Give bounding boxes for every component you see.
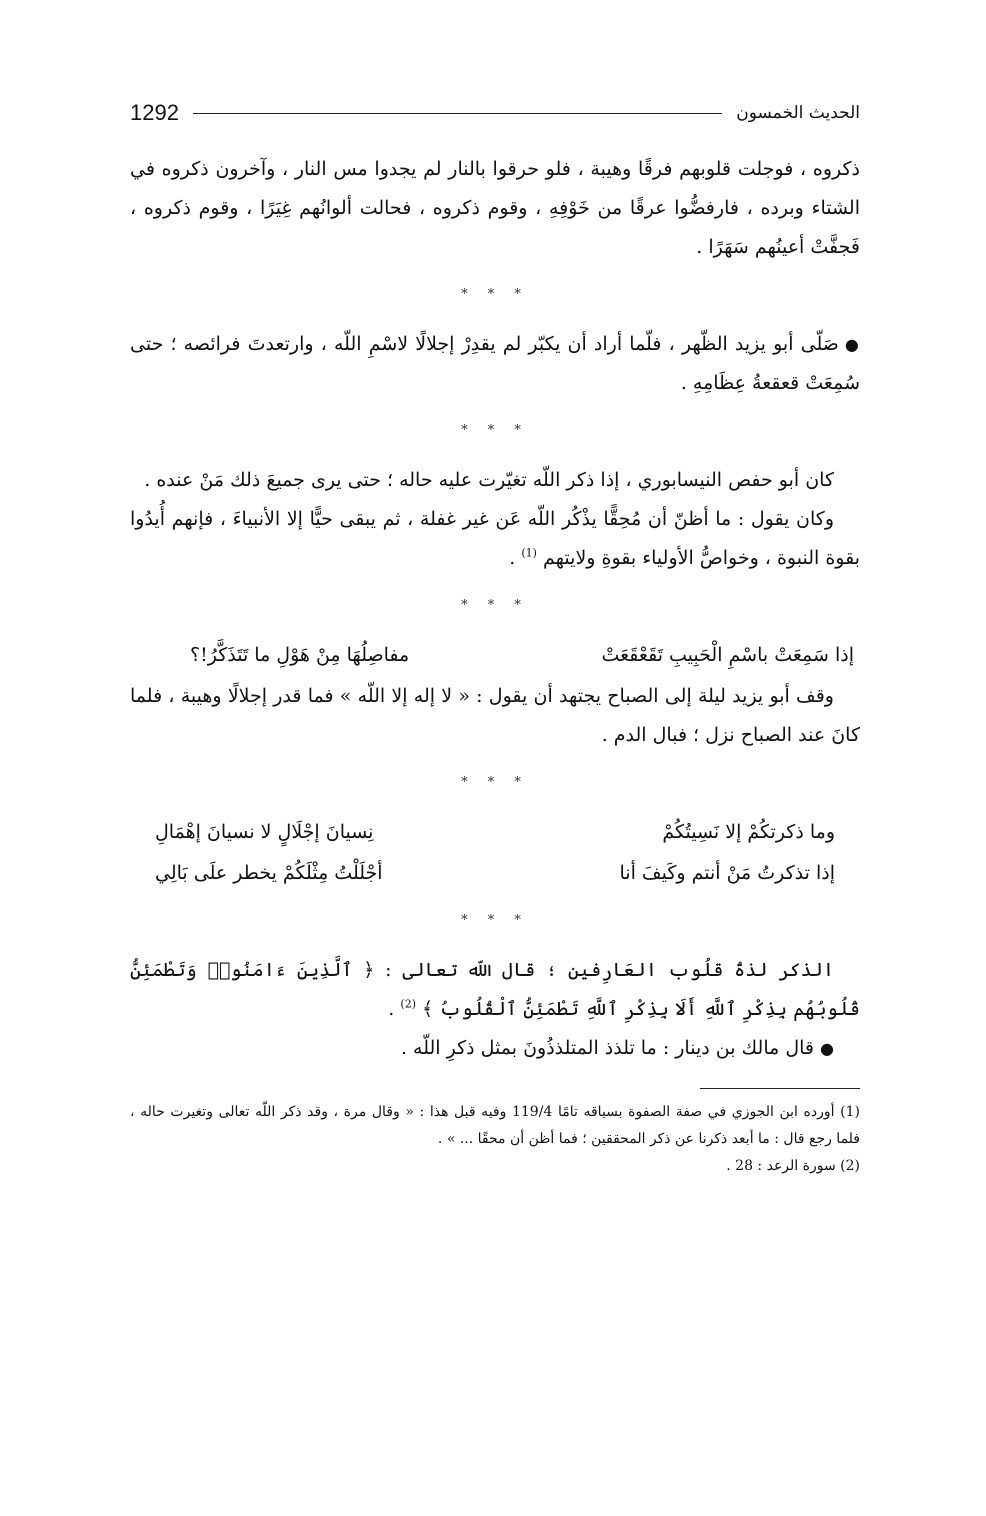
page-number: 1292 bbox=[130, 100, 179, 125]
paragraph-3: كان أبو حفص النيسابوري ، إذا ذكر اللّه تغيّرت عليه حاله ؛ حتى يرى جميعَ ذلك مَنْ عنده . bbox=[144, 469, 834, 491]
page-body bbox=[130, 150, 860, 1180]
paragraph-4 bbox=[130, 500, 860, 578]
section-separator-5: * * * bbox=[461, 913, 529, 928]
paragraph-2 bbox=[130, 325, 860, 403]
section-separator-4: * * * bbox=[461, 775, 529, 790]
footnote-divider bbox=[700, 1088, 860, 1089]
footnote-ref-2[interactable]: (2) bbox=[400, 997, 416, 1011]
bullet-icon: ● bbox=[844, 335, 860, 354]
section-separator-3: * * * bbox=[461, 598, 529, 613]
paragraph-6 bbox=[130, 951, 860, 1029]
header-rule bbox=[193, 113, 722, 114]
poem-verses bbox=[130, 813, 860, 893]
verse-1-second-hemistich: مفاصِلُهَا مِنْ هَوْلِ ما تَتَذَكَّرُ!؟ bbox=[190, 644, 410, 666]
bullet-icon: ● bbox=[820, 1039, 834, 1058]
paragraph-2-text: صَلّى أبو يزيد الظّهر ، فلّما أراد أن يكبّر لم يقدِرْ إجلالًا لاسْمِ اللّه ، وارتعدتَ فرائصه ؛ حتى سُمِعَتْ قعقعةُ عِظَامِهِ . bbox=[130, 333, 860, 394]
verse-2-second-hemistich: نِسيانَ إجْلَالٍ لا نسيانَ إهْمَالِ bbox=[155, 821, 374, 843]
verse-1-first-hemistich: إذا سَمِعَتْ باسْمِ الْحَبِيبِ تَقَعْقَعَتْ bbox=[601, 644, 854, 666]
paragraph-7 bbox=[130, 1029, 860, 1068]
paragraph-7-text: قال مالك بن دينار : ما تلذذ المتلذذُونَ بمثل ذكرِ اللّه . bbox=[400, 1037, 815, 1059]
footnote-ref-1[interactable]: (1) bbox=[521, 546, 537, 560]
page-header bbox=[130, 98, 860, 128]
verse-1 bbox=[130, 636, 860, 675]
footnote-1: (1) أورده ابن الجوزي في صفة الصفوة بسياقه تامًا 119/4 وفيه قبل هذا : « وقال مرة ، وقد ذكر اللّه تعالى وتغيرت حاله ، فلما رجع قال : ما أبعد ذكرنا عن ذكر المحققين ؛ فما أظن أن محقًا ... » . bbox=[130, 1104, 860, 1147]
verse-2-first-hemistich: وما ذكرتكُمْ إلا نَسِيتُكُمْ bbox=[662, 821, 835, 843]
footnotes bbox=[130, 1099, 860, 1180]
running-title: الحديث الخمسون bbox=[736, 103, 860, 123]
verse-2 bbox=[130, 813, 860, 852]
paragraph-1: ذكروه ، فوجلت قلوبهم فرقًا وهيبة ، فلو حرقوا بالنار لم يجدوا مس النار ، وآخرون ذكروه في الشتاء وبرده ، فارفضُّوا عرقًا من خَوْفِهِ ، وقوم ذكروه ، فحالت ألوانُهم غِيَرًا ، وقوم ذكروه ، فَجفَّتْ أعينُهم سَهَرًا . bbox=[130, 158, 860, 258]
verse-3-second-hemistich: أجْلَلْتُ مِثْلَكُمْ يخطر علَى بَالِي bbox=[155, 862, 383, 884]
paragraph-4-text: وكان يقول : ما أظنّ أن مُحِقًّا يذْكُر اللّه عَن غير غفلة ، ثم يبقى حيًّا إلا الأنبياءَ ، فإنهم أُيدُوا بقوة النبوة ، وخواصُّ الأولياء بقوةِ ولايتهم bbox=[130, 508, 860, 569]
verse-3-first-hemistich: إذا تذكرتُ مَنْ أنتم وكَيفَ أنا bbox=[619, 862, 835, 884]
paragraph-6-end: . bbox=[388, 998, 401, 1020]
section-separator-2: * * * bbox=[461, 423, 529, 438]
paragraph-5: وقف أبو يزيد ليلة إلى الصباح يجتهد أن يقول : « لا إله إلا اللّه » فما قدر إجلالًا وهيبة ، فلما كانَ عند الصباح نزل ؛ فبال الدم . bbox=[130, 685, 860, 746]
paragraph-4-end: . bbox=[509, 547, 522, 569]
footnote-2: (2) سورة الرعد : 28 . bbox=[726, 1158, 860, 1174]
verse-3 bbox=[130, 854, 860, 893]
paragraph-6-text: الذكر لذةُ قلُوب العَارِفين ؛ قال اللّه تعالى : ﴿ ٱلَّذِينَ ءَامَنُوا۟ وَتَطْمَئِنُّ قُلُوبُهُم بِذِكْرِ ٱللَّهِ أَلَا بِذِكْرِ ٱللَّهِ تَطْمَئِنُّ ٱلْقُلُوبُ ﴾ bbox=[130, 959, 860, 1020]
section-separator-1: * * * bbox=[461, 287, 529, 302]
